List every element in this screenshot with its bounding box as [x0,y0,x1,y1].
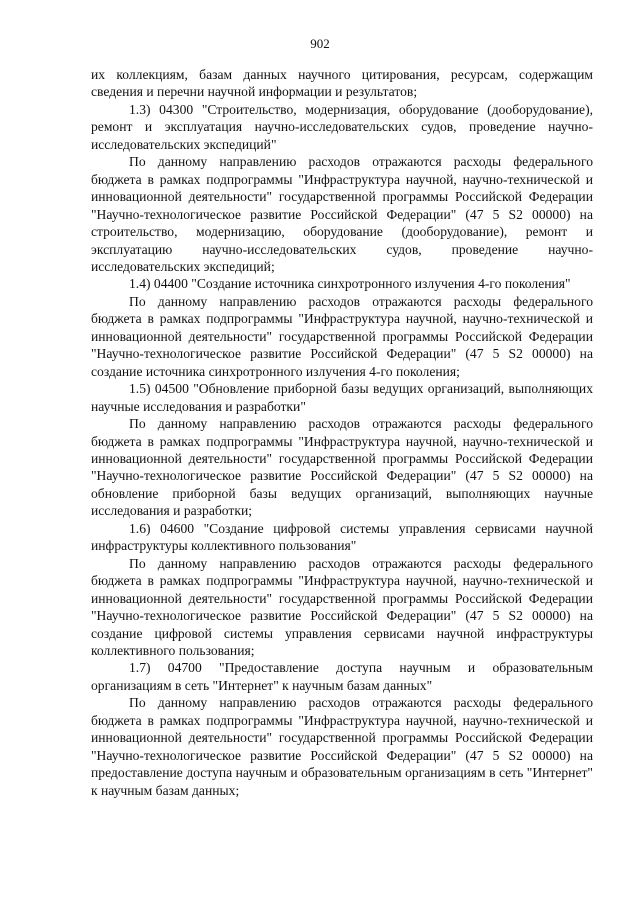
page-number: 902 [310,36,330,51]
paragraph-item-1-4-description: По данному направлению расходов отражаются расходы федерального бюджета в рамках подпрограммы "Инфраструктура научной, научно-технической и инновационной деятельности" государственной программы Российской Федерации "Научно-технологическое развитие Российской Федерации" (47 5 S2 00000) на создание источника синхротронного излучения 4-го поколения; [91,293,593,379]
document-body [91,66,593,799]
paragraph-item-1-6-description: По данному направлению расходов отражаются расходы федерального бюджета в рамках подпрограммы "Инфраструктура научной, научно-технической и инновационной деятельности" государственной программы Российской Федерации "Научно-технологическое развитие Российской Федерации" (47 5 S2 00000) на создание цифровой системы управления сервисами научной инфраструктуры коллективного пользования; [91,555,593,658]
paragraph-item-1-3-heading: 1.3) 04300 "Строительство, модернизация, оборудование (дооборудование), ремонт и эксплуатация научно-исследовательских судов, проведение научно-исследовательских экспедиций" [91,101,593,152]
paragraph-item-1-4-heading: 1.4) 04400 "Создание источника синхротронного излучения 4-го поколения" [129,276,571,292]
paragraph-item-1-7-heading: 1.7) 04700 "Предоставление доступа научным и образовательным организациям в сеть "Интернет" к научным базам данных" [91,660,593,693]
paragraph-item-1-6-heading: 1.6) 04600 "Создание цифровой системы управления сервисами научной инфраструктуры коллективного пользования" [91,520,593,554]
paragraph-item-1-5-heading: 1.5) 04500 "Обновление приборной базы ведущих организаций, выполняющих научные исследования и разработки" [91,381,593,414]
paragraph-item-1-5-description: По данному направлению расходов отражаются расходы федерального бюджета в рамках подпрограммы "Инфраструктура научной, научно-технической и инновационной деятельности" государственной программы Российской Федерации "Научно-технологическое развитие Российской Федерации" (47 5 S2 00000) на обновление приборной базы ведущих организаций, выполняющих научные исследования и разработки; [91,416,593,519]
paragraph-item-1-3-description: По данному направлению расходов отражаются расходы федерального бюджета в рамках подпрограммы "Инфраструктура научной, научно-технической и инновационной деятельности" государственной программы Российской Федерации "Научно-технологическое развитие Российской Федерации" (47 5 S2 00000) на строительство, модернизацию, оборудование (дооборудование), ремонт и эксплуатацию научно-исследовательских судов, проведение научно-исследовательских экспедиций; [91,154,593,274]
paragraph-continuation: их коллекциям, базам данных научного цитирования, ресурсам, содержащим сведения и перечни научной информации и результатов; [91,67,593,100]
paragraph-item-1-7-description: По данному направлению расходов отражаются расходы федерального бюджета в рамках подпрограммы "Инфраструктура научной, научно-технической и инновационной деятельности" государственной программы Российской Федерации "Научно-технологическое развитие Российской Федерации" (47 5 S2 00000) на предоставление доступа научным и образовательным организациям в сеть "Интернет" к научным базам данных; [91,695,593,798]
